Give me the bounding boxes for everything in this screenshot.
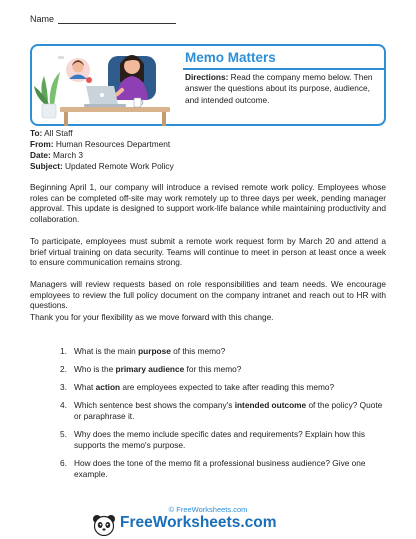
video-call-avatar-icon: [58, 56, 92, 83]
name-blank-line[interactable]: [58, 15, 176, 24]
brand-name: FreeWorksheets.com: [120, 514, 277, 531]
directions-text: [185, 72, 381, 106]
memo-paragraph-2: To participate, employees must submit a remote work request form by March 20 and attend a brief virtual training on data security. Teams will continue to meet in person at least once a week to ensure communication remains strong.: [30, 236, 386, 268]
memo-date: Date: March 3: [30, 149, 84, 160]
memo-to: To: All Staff: [30, 128, 73, 138]
name-label: Name: [30, 14, 55, 24]
worksheet-title: Memo Matters: [185, 50, 276, 65]
memo-subject: Subject: Updated Remote Work Policy: [30, 160, 174, 171]
memo-header: [30, 128, 174, 172]
plant-icon: [34, 72, 60, 118]
title-underline: [183, 68, 384, 70]
panda-logo-icon: [92, 514, 116, 536]
memo-paragraph-4: Thank you for your flexibility as we move forward with this change.: [30, 312, 274, 322]
footer-copyright: © FreeWorksheets.com: [168, 505, 248, 514]
directions-label: Directions:: [185, 72, 229, 82]
memo-paragraph-1: Beginning April 1, our company will introduce a revised remote work policy. Employees whose roles can be completed off-site may work remotely up to three days per week, pending manager approval. This update is designed to support work-life balance while maintaining productivity and collaboration.: [30, 182, 386, 224]
directions-body: Read the company memo below. Then answer the questions about its purpose, audience, and intended outcome.: [185, 72, 373, 105]
memo-paragraph-3: Managers will review requests based on role responsibilities and team needs. We encourage employees to review the full policy document on the company intranet and reach out to HR with questions.: [30, 279, 386, 311]
name-field-row: [30, 14, 176, 24]
remote-work-illustration: [34, 40, 174, 126]
memo-from: From: Human Resources Department: [30, 138, 171, 149]
footer-brand: [92, 514, 352, 536]
